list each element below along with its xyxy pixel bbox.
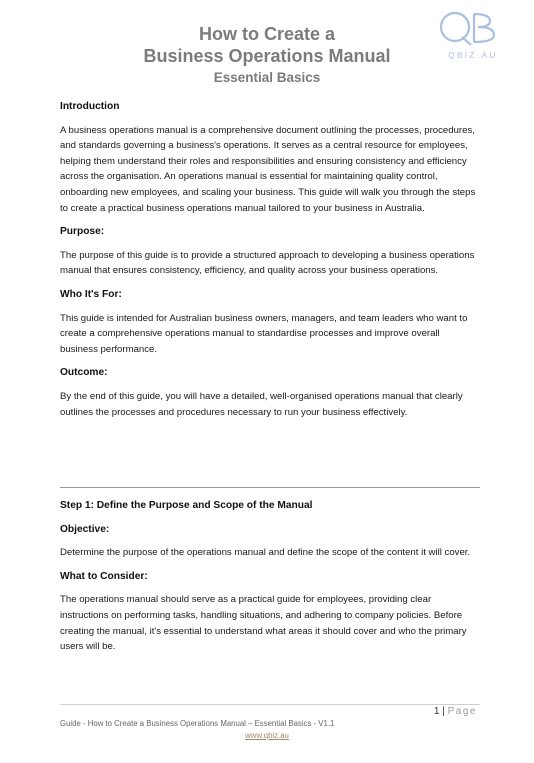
logo-text: QBIZ.AU xyxy=(448,51,498,60)
consider-body: The operations manual should serve as a practical guide for employees, providing clear instructions on performing tasks, handling situations, and adhering to company policies. Before creating the manual, it's essential to understand what areas it should cover and who the primary users will be. xyxy=(60,594,467,653)
outcome-body: By the end of this guide, you will have a detailed, well-organised operations manual that clearly outlines the processes and procedures necessary to run your business effectively. xyxy=(60,390,463,418)
page-separator: | xyxy=(442,706,445,717)
intro-body: A business operations manual is a comprehensive document outlining the processes, procedures, and standards governing a business's operations. It serves as a central resource for employees, helping them understand their roles and responsibilities and ensuring consistency and efficiency across the organisation. An operations manual is essential for maintaining quality control, onboarding new employees, and scaling your business. This guide will walk you through the steps to create a practical business operations manual tailored to your business in Australia. xyxy=(60,124,476,214)
page-number-value: 1 xyxy=(433,706,440,717)
purpose-heading: Purpose: xyxy=(60,226,105,238)
step1-heading: Step 1: Define the Purpose and Scope of the Manual xyxy=(60,500,313,511)
outcome-heading: Outcome: xyxy=(60,367,108,379)
who-body: This guide is intended for Australian business owners, managers, and team leaders who want to create a comprehensive operations manual to standardise processes and improve overall business performance. xyxy=(60,312,468,355)
qbiz-logo xyxy=(438,8,504,62)
title-line-2: Business Operations Manual xyxy=(143,46,391,66)
section-divider xyxy=(60,487,480,488)
intro-section xyxy=(60,99,480,428)
purpose-body: The purpose of this guide is to provide a structured approach to developing a business operations manual that ensures consistency, efficiency, and quality across your business operations. xyxy=(60,249,475,277)
objective-heading: Objective: xyxy=(60,523,110,535)
intro-heading: Introduction xyxy=(60,101,120,112)
objective-body: Determine the purpose of the operations manual and define the scope of the content it will cover. xyxy=(60,547,471,559)
step1-section xyxy=(60,498,480,663)
title-line-1: How to Create a xyxy=(198,24,336,44)
footer-link[interactable]: www.qbiz.au xyxy=(245,731,289,740)
who-heading: Who It's For: xyxy=(60,288,122,300)
subtitle: Essential Basics xyxy=(213,70,321,85)
page-number xyxy=(434,706,477,717)
page-label: Page xyxy=(447,706,477,717)
consider-heading: What to Consider: xyxy=(60,570,148,582)
footer-doc-line: Guide - How to Create a Business Operations Manual – Essential Basics - V1.1 xyxy=(60,719,335,728)
footer-divider xyxy=(60,704,480,705)
